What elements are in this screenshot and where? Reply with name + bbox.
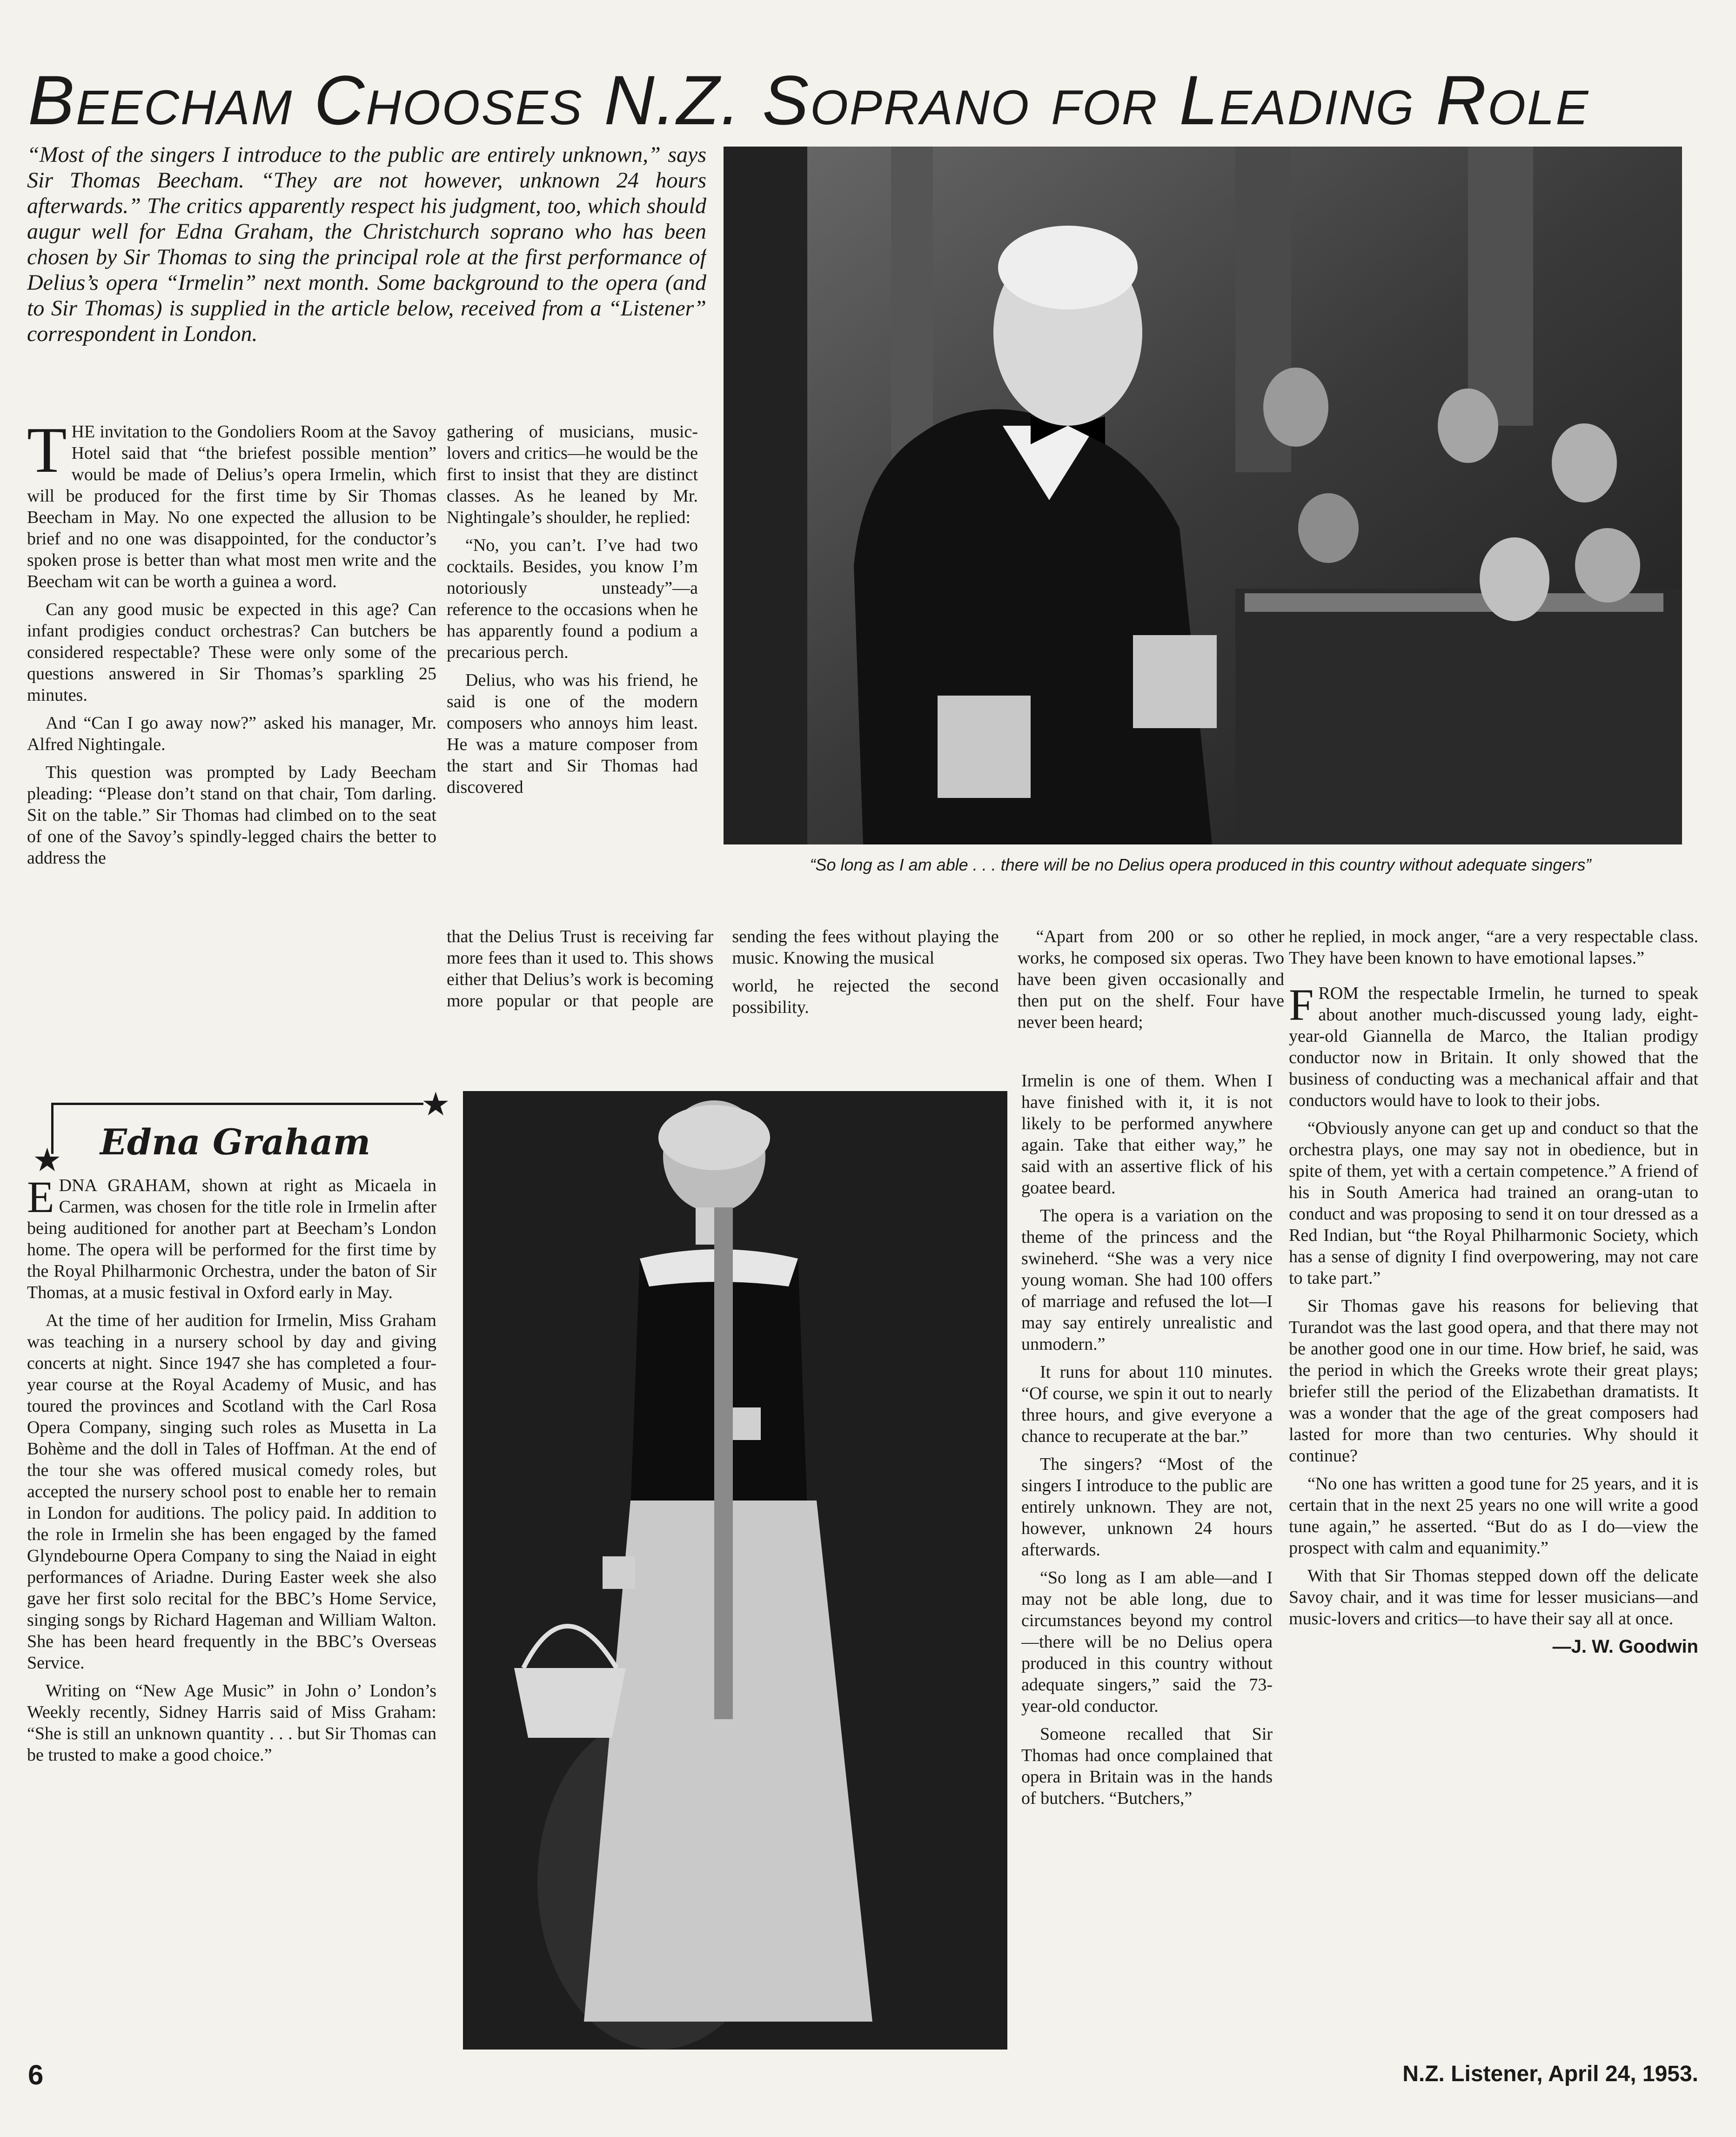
article-paragraph: Can any good music be expected in this age? Can infant prodigies conduct orchestras? Can butchers be considered respectable? These were only some of the questions answered in Sir Thomas’s sparkling 25 minutes. xyxy=(27,600,436,705)
beecham-photo xyxy=(724,147,1682,844)
article-paragraph: “Obviously anyone can get up and conduct so that the orchestra plays, one may say not in obedience, but in spite of them, yet with a certain competence.” A friend of his in South America had trained an orang-utan to conduct and was proposing to send it on tour dressed as a Red Indian, but “the Royal Philharmonic Society, which has a sense of dignity I find overpowering, may not care to take part.” xyxy=(1289,1119,1698,1288)
article-paragraph: he replied, in mock anger, “are a very respectable class. They have been known to have emotional lapses.” xyxy=(1289,927,1698,968)
drop-cap: F xyxy=(1289,980,1314,1030)
beecham-photo-illustration xyxy=(724,147,1682,844)
article-paragraph: “No one has written a good tune for 25 years, and it is certain that in the next 25 years no one will write a good tune again,” he asserted. “But do as I do—view the prospect with calm and equanimity.” xyxy=(1289,1474,1698,1558)
article-paragraph xyxy=(1289,980,1698,1111)
drop-cap: T xyxy=(27,421,67,486)
article-text: ROM the respectable Irmelin, he turned to speak about another much-discussed young lady, eight-year-old Giannella de Marco, the Italian prodigy conductor now in Britain. It only showed that the business of conducting was a mechanical affair and that conductors would have to look to their jobs. xyxy=(1289,984,1698,1110)
article-paragraph: And “Can I go away now?” asked his manager, Mr. Alfred Nightingale. xyxy=(27,713,436,754)
sidebar-top-rule xyxy=(51,1103,423,1105)
article-column-5 xyxy=(1289,926,1698,2052)
sidebar-paragraph: Writing on “New Age Music” in John o’ London’s Weekly recently, Sidney Harris said of Miss Graham: “She is still an unknown quantity . . . but Sir Thomas can be trusted to make a good choice.” xyxy=(27,1681,436,1765)
star-icon: ★ xyxy=(421,1087,450,1123)
article-text: HE invitation to the Gondoliers Room at the Savoy Hotel said that “the briefest possible mention” would be made of Delius’s opera Irmelin, which will be produced for the first time by Sir Thomas Beecham in May. No one expected the allusion to be brief and no one was disappointed, for the conductor’s spoken prose is better than what most men write and the Beecham wit can be worth a guinea a word. xyxy=(27,422,436,591)
article-paragraph: Delius, who was his friend, he said is one of the modern composers who annoys him least. He was a mature composer from the start and Sir Thomas had discovered xyxy=(447,670,698,797)
article-paragraph: “So long as I am able—and I may not be able long, due to circumstances beyond my control—there will be no Delius opera produced in this country without adequate singers,” said the 73-year-old conductor. xyxy=(1021,1568,1273,1716)
article-paragraph: The singers? “Most of the singers I introduce to the public are entirely unknown. They are not, however, unknown 24 hours afterwards. xyxy=(1021,1454,1273,1560)
edna-graham-photo xyxy=(463,1091,1007,2050)
headline: Beecham Chooses N.Z. Soprano for Leading Role xyxy=(28,61,1590,139)
sidebar-paragraph: At the time of her audition for Irmelin, Miss Graham was teaching in a nursery school by day and giving concerts at night. Since 1947 she has completed a four-year course at the Royal Academy of Music, and has toured the provinces and Scotland with the Carl Rosa Opera Company, singing such roles as Musetta in La Bohème and the doll in Tales of Hoffman. At the end of the tour she was offered musical comedy roles, but accepted the nursery school post to enable her to remain in London for auditions. The policy paid. In addition to the role in Irmelin she has been engaged by the famed Glyndebourne Opera Company to sing the Naiad in eight performances of Ariadne. During Easter week she also gave her first solo recital for the BBC’s Home Service, singing songs by Richard Hageman and William Walton. She has been heard frequently in the BBC’s Overseas Service. xyxy=(27,1311,436,1673)
article-paragraph: Sir Thomas gave his reasons for believing that Turandot was the last good opera, and that there may not be another good one in our time. How brief, he said, was the period in which the Greeks wrote their great plays; briefer still the period of the Elizabethan dramatists. It was a wonder that the age of the great composers had lasted for more than two centuries. Why should it continue? xyxy=(1289,1296,1698,1466)
star-icon: ★ xyxy=(33,1143,62,1179)
article-column-4 xyxy=(1021,1070,1273,2052)
article-column-2 xyxy=(447,421,698,926)
author-signature: —J. W. Goodwin xyxy=(1552,1636,1698,1657)
article-paragraph: Irmelin is one of them. When I have finished with it, it is not likely to be performed anywhere again. Take that either way,” he said with an assertive flick of his goatee beard. xyxy=(1021,1071,1273,1198)
page-number: 6 xyxy=(28,2059,44,2090)
article-paragraph: “No, you can’t. I’ve had two cocktails. Besides, you know I’m notoriously unsteady”—a reference to the occasions when he has apparently found a podium a precarious perch. xyxy=(447,536,698,662)
article-paragraph: With that Sir Thomas stepped down off the delicate Savoy chair, and it was time for lesser musicians—and music-lovers and critics—to have their say all at once. xyxy=(1289,1566,1698,1628)
sidebar-text xyxy=(27,1175,436,2045)
article-paragraph xyxy=(27,421,436,592)
sidebar-paragraph xyxy=(27,1175,436,1303)
article-paragraph: This question was prompted by Lady Beecham pleading: “Please don’t stand on that chair, Tom darling. Sit on the table.” Sir Thomas had climbed on to the seat of one of the Savoy’s spindly-legged chairs the better to address the xyxy=(27,763,436,868)
article-paragraph: that the Delius Trust is receiving far more fees than it used to. This shows either that Delius’s work is becoming more popular or that people are sending the fees without playing the music. Knowing the musical xyxy=(447,927,999,1011)
edna-graham-photo-illustration xyxy=(463,1091,1007,2050)
article-paragraph: world, he rejected the second possibility. xyxy=(732,976,999,1017)
photo-caption: “So long as I am able . . . there will be no Delius opera produced in this country without adequate singers” xyxy=(810,855,1591,874)
sidebar-text-body: DNA GRAHAM, shown at right as Micaela in Carmen, was chosen for the title role in Irmelin after being auditioned for another part at Beecham’s London home. The opera will be performed for the first time by the Royal Philharmonic Orchestra, under the baton of Sir Thomas, at a music festival in Oxford early in May. xyxy=(27,1176,436,1302)
article-paragraph: It runs for about 110 minutes. “Of course, we spin it out to nearly three hours, and give everyone a chance to recuperate at the bar.” xyxy=(1021,1362,1273,1446)
article-paragraph: Someone recalled that Sir Thomas had once complained that opera in Britain was in the hands of butchers. “Butchers,” xyxy=(1021,1724,1273,1808)
article-paragraph: “Apart from 200 or so other works, he composed six operas. Two have been given occasionally and then put on the shelf. Four have never been heard; xyxy=(1017,927,1284,1032)
article-column-1 xyxy=(27,421,436,1065)
article-paragraph: gathering of musicians, music-lovers and critics—he would be the first to insist that they are distinct classes. As he leaned by Mr. Nightingale’s shoulder, he replied: xyxy=(447,422,698,527)
intro-standfirst: “Most of the singers I introduce to the public are entirely unknown,” says Sir Thomas Beecham. “They are not however, unknown 24 hours afterwards.” The critics apparently respect his judgment, too, which should augur well for Edna Graham, the Christchurch soprano who has been chosen by Sir Thomas to sing the principal role at the first performance of Delius’s opera “Irmelin” next month. Some background to the opera (and to Sir Thomas) is supplied in the article below, received from a “Listener” correspondent in London. xyxy=(27,142,706,346)
article-paragraph: The opera is a variation on the theme of the princess and the swineherd. “She was a very nice young woman. She had 100 offers of marriage and refused the lot—I may say entirely unrealistic and unmodern.” xyxy=(1021,1206,1273,1354)
article-continuation-row xyxy=(447,926,1284,1070)
drop-cap: E xyxy=(27,1175,54,1222)
publication-date: N.Z. Listener, April 24, 1953. xyxy=(1402,2062,1698,2086)
sidebar-title: Edna Graham xyxy=(100,1121,371,1163)
